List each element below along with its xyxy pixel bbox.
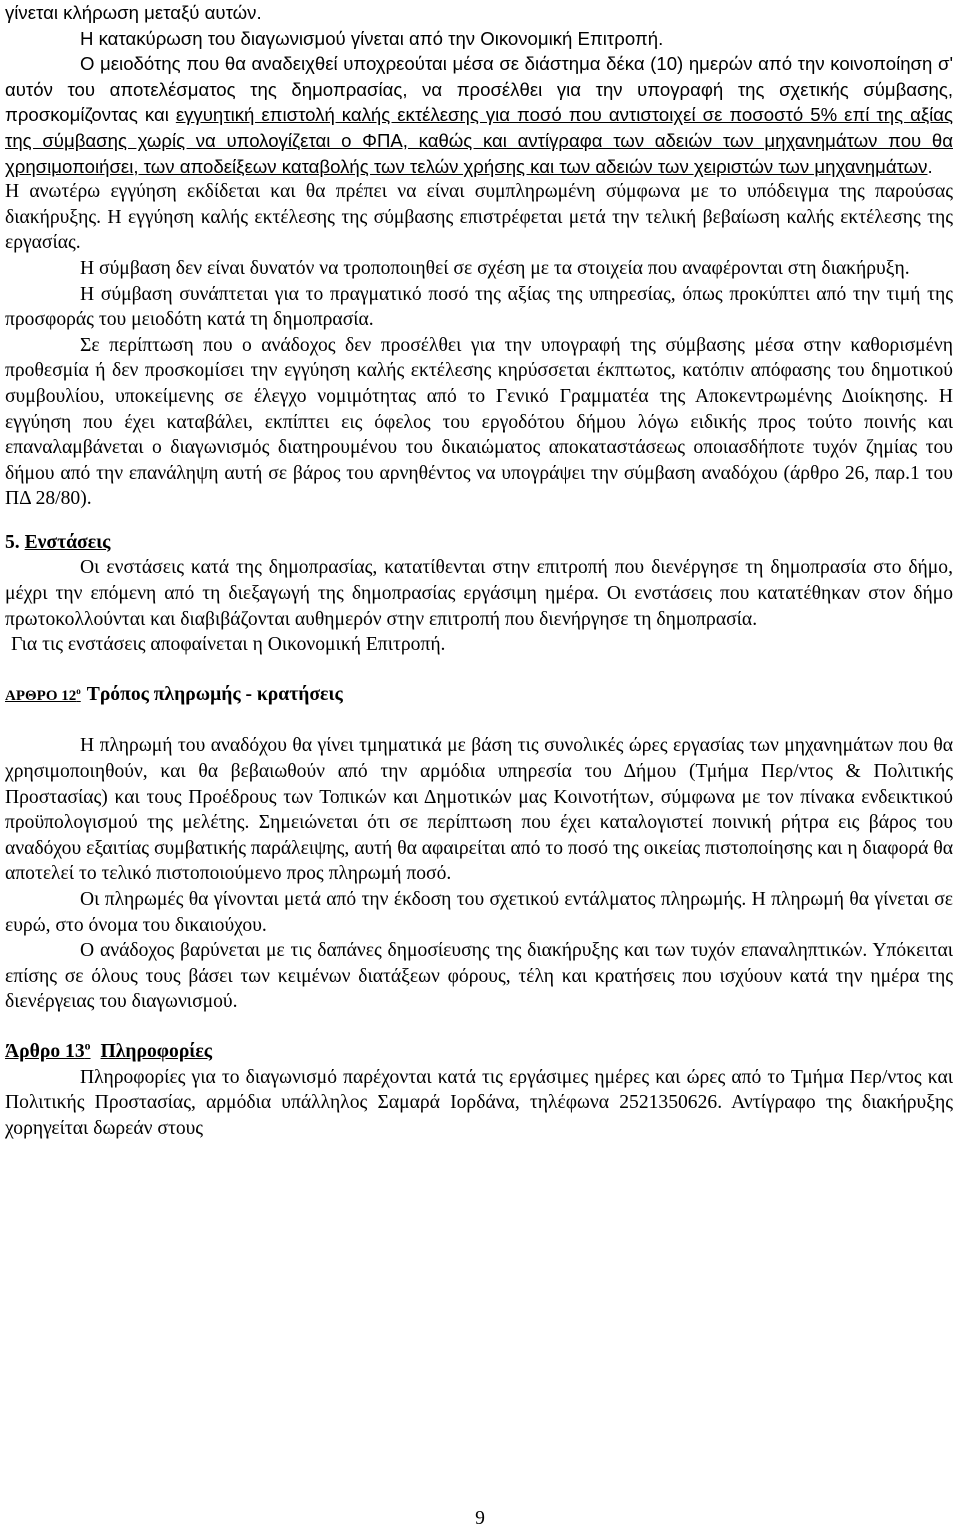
paragraph-objections-decision: Για τις ενστάσεις αποφαίνεται η Οικονομική Επιτροπή. — [11, 634, 446, 656]
article-13-label — [5, 1041, 91, 1062]
paragraph-guarantee-form: Η ανωτέρω εγγύηση εκδίδεται και θα πρέπει να είναι συμπληρωμένη σύμφωνα με το υπόδειγμα της παρούσας διακήρυξης. Η εγγύηση καλής εκτέλεσης της σύμβασης επιστρέφεται μετά την τελική βεβαίωση καλής εκτέλεσης της εργασίας. — [5, 181, 953, 254]
article-13-title: Πληροφορίες — [100, 1040, 213, 1062]
article-12-heading — [5, 682, 953, 710]
paragraph-costs: Ο ανάδοχος βαρύνεται με τις δαπάνες δημοσίευσης της διακήρυξης και των τυχόν επαναληπτικών. Υπόκειται επίσης σε όλους τους βάσει των κειμένων διατάξεων φόρους, τέλη και κρατήσεις που ισχύουν κατά την ημέρα της διενέργειας του διαγωνισμού. — [5, 940, 953, 1013]
section-5-number: 5. — [5, 531, 25, 553]
page-number: 9 — [475, 1508, 485, 1529]
paragraph-forfeiture: Σε περίπτωση που ο ανάδοχος δεν προσέλθει για την υπογραφή της σύμβασης μέσα στην καθορισμένη προθεσμία ή δεν προσκομίσει την εγγύηση καλής εκτέλεσης κηρύσσεται έκπτωτος, κατόπιν απόφασης του δημοτικού συμβουλίου, υποκείμενης σε έλεγχο νομιμότητας από το Γενικό Γραμματέα της Αποκεντρωμένης Διοίκησης. Η εγγύηση που έχει καταβάλει, εκπίπτει εις όφελος του εργοδότου δήμου λόγω ειδικής προς τούτο ποινής και επαναλαμβάνεται ο διαγωνισμός διατηρουμένου του δικαιώματος αποκαταστάσεως οποιασδήποτε τυχόν ζημίας του δήμου από την επανάληψη αυτή σε βάρος του αρνηθέντος να υπογράψει την σύμβαση αναδόχου (άρθρο 26, παρ.1 του ΠΔ 28/80). — [5, 334, 953, 510]
document-page — [5, 0, 953, 1141]
article-12-label — [5, 685, 81, 704]
paragraph-contract-amount: Η σύμβαση συνάπτεται για το πραγματικό ποσό της αξίας της υπηρεσίας, όπως προκύπτει από την τιμή της προσφοράς του μειοδότη κατά τη δημοπρασία. — [5, 283, 953, 331]
article-13-label-text: Άρθρο 13 — [5, 1040, 85, 1062]
meiodotis-text: Ο μειοδότης που θα αναδειχθεί υποχρεούται μέσα σε διάστημα δέκα (10) ημερών από την κοινοποίηση σ' αυτόν του αποτελέσματος της δημοπρασίας, να προσέλθει για την υπογραφή της σχετικής σύμβασης, προσκομίζοντας και — [5, 53, 953, 126]
guarantee-underlined-text: εγγυητική επιστολή καλής εκτέλεσης για ποσό που αντιστοιχεί σε ποσοστό 5% επί της αξίας της σύμβασης χωρίς να υπολογίζεται ο ΦΠΑ, καθώς και αντίγραφα των αδειών των μηχανημάτων που θα χρησιμοποιήσει, των αποδείξεων καταβολής των τελών χρήσης και των αδειών των χειριστών των μηχανημάτων — [5, 104, 953, 177]
article-12-title: Τρόπος πληρωμής - κρατήσεις — [86, 683, 343, 705]
paragraph-payment-euro: Οι πληρωμές θα γίνονται μετά από την έκδοση του σχετικού εντάλματος πληρωμής. Η πληρωμή θα γίνεται σε ευρώ, στο όνομα του δικαιούχου. — [5, 889, 953, 936]
article-13-sup: ο — [84, 1039, 91, 1053]
article-13-heading — [5, 1039, 953, 1065]
paragraph-objections: Οι ενστάσεις κατά της δημοπρασίας, κατατίθενται στην επιτροπή που διενέργησε τη δημοπρασία στο δήμο, μέχρι την επόμενη από τη διεξαγωγή της δημοπρασίας εργάσιμη ημέρα. Οι ενστάσεις που κατατέθηκαν στον δήμο πρωτοκολλούνται και διαβιβάζονται αυθημερόν στην επιτροπή που διενήργησε τη δημοπρασία. — [5, 557, 953, 630]
paragraph-information: Πληροφορίες για το διαγωνισμό παρέχονται κατά τις εργάσιμες ημέρες και ώρες από το Τμήμα Περ/ντος και Πολιτικής Προστασίας, αρμόδια υπάλληλος Σαμαρά Ιορδάνα, τηλέφωνα 2521350626. Αντίγραφο της διακήρυξης χορηγείται δωρεάν στους — [5, 1066, 953, 1139]
section-5-heading — [5, 530, 953, 556]
section-5-title: Ενστάσεις — [24, 531, 111, 553]
top-section — [5, 0, 953, 179]
paragraph-contract-no-change: Η σύμβαση δεν είναι δυνατόν να τροποποιηθεί σε σχέση με τα στοιχεία που αναφέρονται στη διακήρυξη. — [80, 257, 910, 279]
article-12-sup: ο — [76, 685, 81, 696]
paragraph-meiodotis — [5, 51, 953, 179]
line-klirosi: γίνεται κλήρωση μεταξύ αυτών. — [5, 2, 262, 23]
article-12-label-text: ΑΡΘΡΟ 12 — [5, 687, 77, 704]
paragraph-payment: Η πληρωμή του αναδόχου θα γίνει τμηματικά με βάση τις συνολικές ώρες εργασίας των μηχανημάτων που θα χρησιμοποιηθούν, και θα βεβαιωθούν από την αρμόδια υπηρεσία του Δήμου (Τμήμα Περ/ντος & Πολιτικής Προστασίας) και τους Προέδρους των Τοπικών και Δημοτικών μας Κοινοτήτων, σύμφωνα με τον πίνακα ενδεικτικού προϋπολογισμού της μελέτης. Σημειώνεται ότι σε περίπτωση που έχει καταλογιστεί ποινική ρήτρα εις βάρος του αναδόχου εξαιτίας συμβατικής παράλειψης, αυτή θα αφαιρείται από το ποσό της οικείας πιστοποίησης και η διαφορά θα αποτελεί το τελικό πιστοποιούμενο προς πληρωμή ποσό. — [5, 735, 953, 885]
paragraph-katakyrosi: Η κατακύρωση του διαγωνισμού γίνεται από την Οικονομική Επιτροπή. — [80, 27, 664, 49]
meiodotis-period: . — [927, 155, 933, 177]
